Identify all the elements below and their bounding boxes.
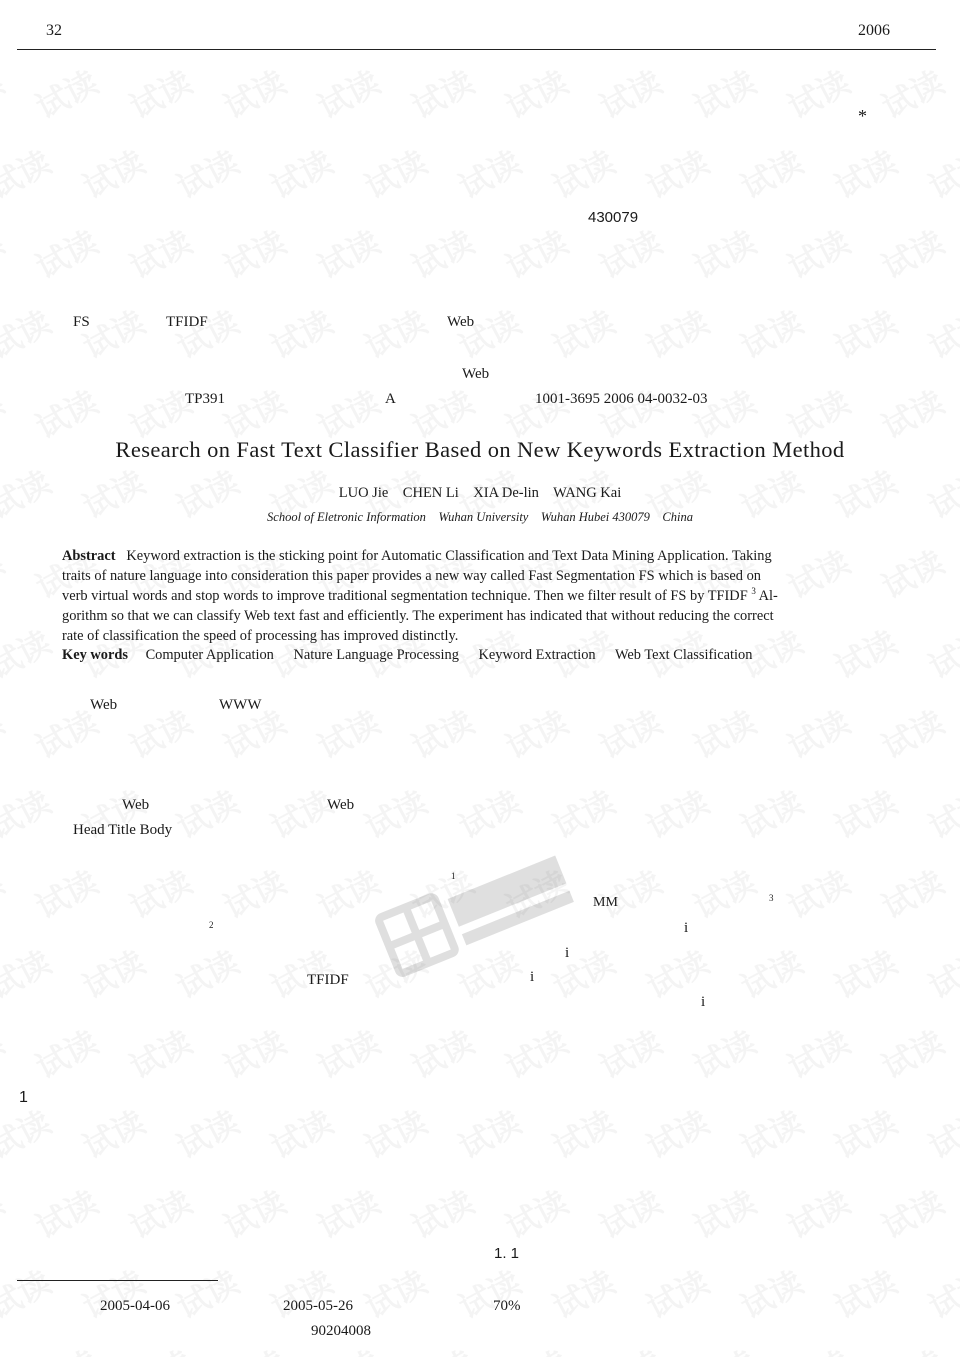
watermark-tile [591,1178,669,1249]
revised-date: 2005-05-26 [283,1298,353,1314]
watermark-tile [27,218,105,289]
watermark-tile [638,1258,716,1329]
watermark-tile [544,1098,622,1169]
watermark-tile [0,1338,11,1357]
watermark-tile [497,58,575,129]
watermark-tile [591,698,669,769]
watermark-tile [0,618,58,689]
abstract-text: Keyword extraction is the sticking point for Automatic Classification and Text Data Mining Application. Taking [126,548,772,564]
watermark-tile [920,1098,960,1169]
watermark-tile [732,1258,810,1329]
watermark-tile [826,298,904,369]
watermark-tile [356,778,434,849]
affiliation-school: School of Eletronic Information [267,510,426,524]
watermark-tile [685,218,763,289]
watermark-tile [121,858,199,929]
watermark-tile [215,1018,293,1089]
watermark-tile [920,778,960,849]
variable-i: i [565,945,570,961]
watermark-tile [732,1098,810,1169]
body-term-mm: MM [593,895,618,910]
watermark-tile [215,218,293,289]
keyword: Nature Language Processing [293,647,459,663]
watermark-tile [262,138,340,209]
watermark-tile [262,1258,340,1329]
author: CHEN Li [402,485,459,501]
watermark-tile [215,58,293,129]
watermark-tile [779,218,857,289]
watermark-tile [403,218,481,289]
keyword: Keyword Extraction [478,647,596,663]
watermark-tile [0,1018,11,1089]
watermark-tile [0,858,11,929]
english-title: Research on Fast Text Classifier Based on New Keywords Extraction Method [115,437,845,462]
postcode: 430079 [588,209,639,226]
variable-i: i [530,969,535,985]
abstract-line: rate of classification the speed of processing has improved distinctly. [62,628,459,644]
watermark-tile [356,298,434,369]
watermark-tile [450,1098,528,1169]
body-term-web: Web [327,797,355,813]
watermark-tile [0,778,58,849]
watermark-tile [0,698,11,769]
keyword: Computer Application [145,647,274,663]
watermark-tile [262,298,340,369]
watermark-tile [826,1098,904,1169]
watermark-tile [168,938,246,1009]
watermark-tile [638,138,716,209]
abstract-line [62,586,892,606]
watermark-tile [873,58,951,129]
watermark-tile [215,858,293,929]
abstract-text: Al- [758,588,778,604]
watermark-tile [356,1258,434,1329]
watermark-tile [168,298,246,369]
author: WANG Kai [553,485,622,501]
citation-ref-3: 3 [769,893,774,903]
watermark-tile [685,698,763,769]
watermark-tile [168,1258,246,1329]
watermark-tile [544,138,622,209]
abstract-line [62,546,892,566]
watermark-tile [591,58,669,129]
clc-number: TP391 [185,391,226,407]
fund-number: 90204008 [311,1323,371,1339]
watermark-tile [27,1018,105,1089]
watermark-tile [309,58,387,129]
watermark-tile [920,618,960,689]
body-term-tfidf: TFIDF [307,972,349,988]
watermark-tile [638,1098,716,1169]
publisher-watermark-logo [370,836,589,994]
watermark-tile [356,1098,434,1169]
abstract-term-tfidf: TFIDF [166,314,208,330]
watermark-tile [403,58,481,129]
watermark-tile [403,1178,481,1249]
author: XIA De-lin [473,485,539,501]
watermark-tile [74,298,152,369]
watermark-tile [873,1018,951,1089]
variable-i: i [684,920,689,936]
watermark-tile [121,698,199,769]
citation-ref-2: 2 [209,920,214,930]
watermark-tile [685,58,763,129]
document-code: A [385,391,396,407]
watermark-tile [0,1098,58,1169]
watermark-tile [826,778,904,849]
watermark-tile [168,778,246,849]
watermark-tile [262,1098,340,1169]
title-footnote-asterisk: * [858,106,867,126]
watermark-tile [450,1258,528,1329]
watermark-tile [309,698,387,769]
section-heading-number: 1 [19,1089,28,1106]
variable-i: i [701,994,706,1010]
affiliation-university: Wuhan University [438,510,529,524]
watermark-tile [685,1178,763,1249]
watermark-tile [920,138,960,209]
watermark-tile [0,538,11,609]
watermark-tile [309,218,387,289]
watermark-tile [732,938,810,1009]
watermark-tile [779,858,857,929]
watermark-tile [0,1258,58,1329]
watermark-tile [638,778,716,849]
watermark-tile [638,298,716,369]
watermark-tile [920,938,960,1009]
header-rule [17,49,936,50]
keyword: Web Text Classification [614,647,753,663]
watermark-tile [0,1178,11,1249]
abstract-label: Abstract [62,548,116,564]
watermark-tile [121,1338,199,1357]
watermark-tile [779,1338,857,1357]
abstract-line: gorithm so that we can classify Web text fast and efficiently. The experiment has indicated that without reducing the correct [62,608,774,624]
watermark-tile [873,858,951,929]
watermark-tile [309,1018,387,1089]
page-number: 32 [46,22,62,39]
watermark-tile [121,58,199,129]
watermark-tile [779,1178,857,1249]
watermark-tile [497,218,575,289]
watermark-tile [309,1338,387,1357]
watermark-tile [544,298,622,369]
watermark-tile [779,1018,857,1089]
watermark-tile [74,1098,152,1169]
watermark-tile [497,1338,575,1357]
watermark-tile [544,938,622,1009]
watermark-tile [168,138,246,209]
html-tag-list: Head Title Body [73,822,173,838]
received-date: 2005-04-06 [100,1298,170,1314]
citation-ref-1: 1 [451,871,456,881]
watermark-tile [873,1338,951,1357]
watermark-tile [403,1338,481,1357]
watermark-tile [0,938,58,1009]
watermark-tile [215,1178,293,1249]
author: LUO Jie [338,485,389,501]
watermark-tile [497,698,575,769]
watermark-tile [121,218,199,289]
english-keywords [62,646,768,664]
intro-term-web: Web [90,697,118,713]
watermark-tile [309,1178,387,1249]
watermark-tile [74,938,152,1009]
watermark-tile [873,1178,951,1249]
watermark-tile [685,1018,763,1089]
abstract-term-fs: FS [73,314,90,330]
watermark-tile [497,1018,575,1089]
watermark-tile [27,858,105,929]
keywords-label: Key words [62,647,128,663]
watermark-tile [121,1178,199,1249]
watermark-tile [74,1258,152,1329]
watermark-tile [826,138,904,209]
watermark-tile [0,58,11,129]
abstract-term-web: Web [447,314,475,330]
watermark-tile [591,858,669,929]
header-year: 2006 [858,22,890,39]
affiliation-country: China [662,510,693,524]
watermark-tile [450,138,528,209]
watermark-tile [0,218,11,289]
watermark-tile [591,1338,669,1357]
watermark-tile [779,698,857,769]
watermark-tile [497,1178,575,1249]
watermark-tile [74,138,152,209]
affiliation [0,509,960,525]
watermark-tile [27,58,105,129]
abstract-text: verb virtual words and stop words to improve traditional segmentation technique. Then we filter result of FS by TFIDF [62,588,748,604]
watermark-tile [826,938,904,1009]
watermark-tile [591,218,669,289]
watermark-tile [27,1178,105,1249]
article-id: 1001-3695 2006 04-0032-03 [535,391,708,407]
watermark-tile [685,858,763,929]
footnote-percent: 70% [493,1298,521,1314]
watermark-tile [403,698,481,769]
watermark-tile [168,1098,246,1169]
abstract-line: traits of nature language into consideration this paper provides a new way called Fast Segmentation FS which is based on [62,568,761,584]
watermark-tile [779,58,857,129]
watermark-tile [826,1258,904,1329]
author-list [0,484,960,502]
affiliation-city: Wuhan Hubei 430079 [540,510,650,524]
watermark-tile [685,1338,763,1357]
body-term-web: Web [122,797,150,813]
watermark-tile [0,138,58,209]
watermark-tile [215,1338,293,1357]
watermark-tile [873,218,951,289]
watermark-tile [544,1258,622,1329]
subsection-heading-number: 1. 1 [494,1245,520,1262]
citation-ref: 3 [751,586,756,597]
watermark-tile [591,1018,669,1089]
watermark-tile [732,138,810,209]
watermark-tile [920,1258,960,1329]
watermark-tile [0,298,58,369]
watermark-tile [27,1338,105,1357]
english-abstract [62,546,892,646]
watermark-tile [356,138,434,209]
intro-term-www: WWW [219,697,262,713]
watermark-tile [450,778,528,849]
watermark-tile [873,698,951,769]
footnote-rule [17,1280,218,1281]
watermark-tile [732,298,810,369]
watermark-tile [732,778,810,849]
watermark-tile [403,1018,481,1089]
watermark-tile [450,298,528,369]
watermark-tile [121,1018,199,1089]
watermark-tile [920,298,960,369]
keywords-term-web: Web [462,366,490,382]
